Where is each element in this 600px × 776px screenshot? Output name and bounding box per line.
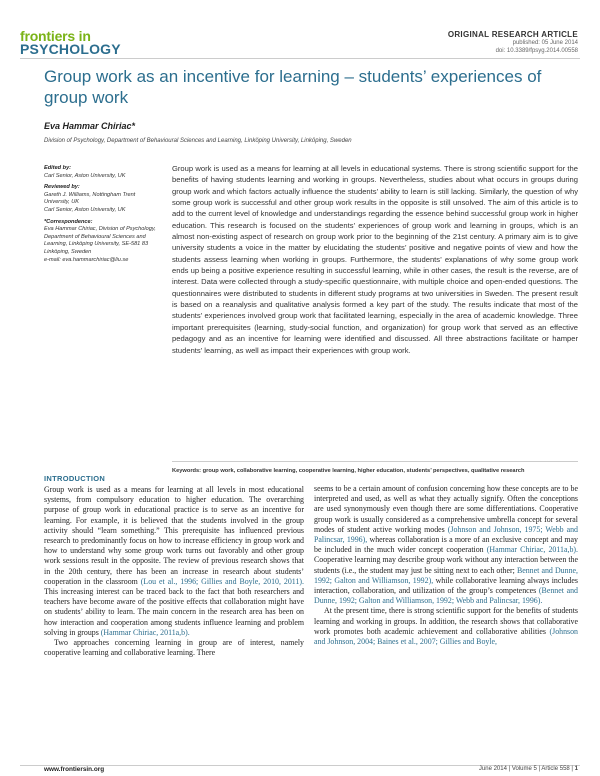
footer-url[interactable]: www.frontiersin.org: [44, 766, 105, 773]
citation[interactable]: Bennet and Dunne, 1992; Galton and Williamson, 1992),: [314, 565, 578, 585]
correspondence-email[interactable]: e-mail: eva.hammarchiriac@liu.se: [44, 256, 129, 263]
author-affiliation: Division of Psychology, Department of Behavioural Sciences and Learning, Linköping University, Linköping, Sweden: [44, 138, 352, 144]
edited-by-heading: Edited by:: [44, 165, 72, 171]
citation[interactable]: (Johnson and Johnson, 2004; Baines et al., 2007; Gillies and Boyle,: [314, 626, 578, 647]
footer-info: [479, 766, 578, 772]
citation[interactable]: (Johnson and Johnson, 1975; Webb and Palincsar, 1996),: [314, 524, 578, 545]
abstract: Group work is used as a means for learning at all levels in educational systems. There is strong scientific support for the benefits of having students learning and working in groups. Nevertheless, studies about what occurs in groups during group work and which factors actually influence the students’ ability to learn is still lacking. Similarly, the question of why some group work is successful and other group work results in the opposite is still unsolved. The aim of this article is to add to the current level of knowledge and understandings regarding the essence behind successful group work in higher education. This research is focused on the students’ experiences of group work and learning in groups, which is an almost non-existing aspect of research on group work prior to the beginning of the 21st century. A primary aim is to give university students a voice in the matter by elucidating the students’ positive and negative points of view and how the students assess learning when working in groups. Furthermore, the students’ explanations of why some group work ends up being a positive experience resulting in successful learning, while in other cases, the result is the reverse, are of interest. Data were collected through a study-specific questionnaire, with multiple choice and open-ended questions. The questionnaires were distributed to students in different study programs at two universities in Sweden. The present result is based on a reanalysis and qualitative analysis formed a key part of the study. The results indicate that most of the students’ experiences involved group work that facilitated learning, especially in the area of academic knowledge. Three important prerequisites (learning, study-social function, and organization) for group work that served as an effective pedagogy and as an incentive for learning were identified and discussed. All three abstractions facilitate or hamper students’ learning, as well as impact their experiences with group work.: [172, 164, 578, 355]
right-paragraph-2: At the present time, there is strong scientific support for the benefits of students learning and working in groups. In addition, the research shows that collaborative work promotes both academic achievement and collaborative abilities: [314, 606, 578, 636]
correspondence-heading: *Correspondence:: [44, 218, 93, 225]
citation[interactable]: (Bennet and Dunne, 1992; Galton and Williamson, 1992; Webb and Palincsar, 1996).: [314, 586, 578, 606]
right-paragraph-1c: Cooperative learning may describe group work without any interaction between the students (i.e., the student may just be sitting next to each other;: [314, 555, 578, 575]
journal-name-line2: PSYCHOLOGY: [20, 41, 121, 57]
citation[interactable]: (Hammar Chiriac, 2011a,b).: [486, 545, 578, 555]
article-title: Group work as an incentive for learning – students’ experiences of group work: [44, 67, 542, 107]
correspondence-address: Eva Hammar Chiriac, Division of Psychology, Department of Behavioural Sciences and Learning, Linköping University, SE-581 83 Linköping, Sweden: [44, 226, 156, 255]
reviewer-1: Gareth J. Williams, Nottingham Trent University, UK: [44, 191, 136, 206]
right-paragraph-1b: whereas collaboration is a more of an exclusive concept and may be included in the much wider concept cooperation: [314, 535, 578, 555]
right-paragraph-1: seems to be a certain amount of confusion concerning how these concepts are to be interpreted and used, as well as what they actually signify. Often the conceptions are used synonymously even though there are some differentiations. Cooperative group work is usually considered as a comprehensive umbrella concept for several modes of student active working modes: [314, 484, 578, 534]
header-divider: [20, 58, 580, 59]
body-column-left: [44, 474, 304, 658]
right-paragraph-1d: while collaborative learning always includes interaction, collaboration, and utilization of the group’s competences: [314, 575, 578, 596]
reviewer-2: Carl Senior, Aston University, UK: [44, 206, 126, 213]
citation[interactable]: (Hammar Chiriac, 2011a,b).: [100, 627, 190, 637]
abstract-divider: [172, 461, 578, 462]
journal-logo: [20, 30, 140, 56]
article-type: ORIGINAL RESEARCH ARTICLE: [447, 30, 578, 39]
footer-volume: June 2014 | Volume 5 | Article 558 |: [478, 766, 573, 772]
journal-name-line1: frontiers in: [20, 28, 91, 44]
body-column-right: [314, 484, 578, 647]
article-header: [318, 30, 578, 55]
page-number: 1: [574, 766, 578, 772]
keywords-list: group work, collaborative learning, cooperative learning, higher education, students’ perspectives, qualitative research: [202, 468, 525, 474]
citation[interactable]: (Lou et al., 1996; Gillies and Boyle, 2010, 2011).: [140, 576, 304, 586]
published-date: published: 05 June 2014: [512, 40, 578, 46]
intro-paragraph-1b: This increasing interest can be traced back to the fact that both researchers and teachers have become aware of the positive effects that collaboration might have on students’ ability to learn. The main concern in the research area has been on how interaction and cooperation among students influence learning and problem solving in groups: [44, 587, 304, 637]
sidebar-info: [44, 165, 162, 268]
author-name: Eva Hammar Chiriac*: [44, 121, 136, 131]
intro-paragraph-1: Group work is used as a means for learning at all levels in most educational systems, from compulsory education to higher education. The overarching purpose of group work in educational practice is to serve as an incentive for learning. For example, it is believed that the students involved in the group activity should “learn something.” This prerequisite has influenced previous research to predominantly focus on how to increase efficiency in group work and how to understand why some group work turns out favorably and other group work sessions result in the opposite. The review of previous research shows that in the 20th century, there has been an increase in research about students’ cooperation in the classroom: [44, 485, 304, 586]
doi[interactable]: doi: 10.3389/fpsyg.2014.00558: [495, 48, 578, 54]
intro-paragraph-2: Two approaches concerning learning in group are of interest, namely cooperative learning and collaborative learning. There: [44, 638, 304, 658]
editor: Carl Senior, Aston University, UK: [44, 172, 126, 179]
keywords-label: Keywords:: [172, 468, 202, 474]
reviewed-by-heading: Reviewed by:: [44, 184, 80, 191]
section-heading-introduction: INTRODUCTION: [44, 474, 106, 483]
